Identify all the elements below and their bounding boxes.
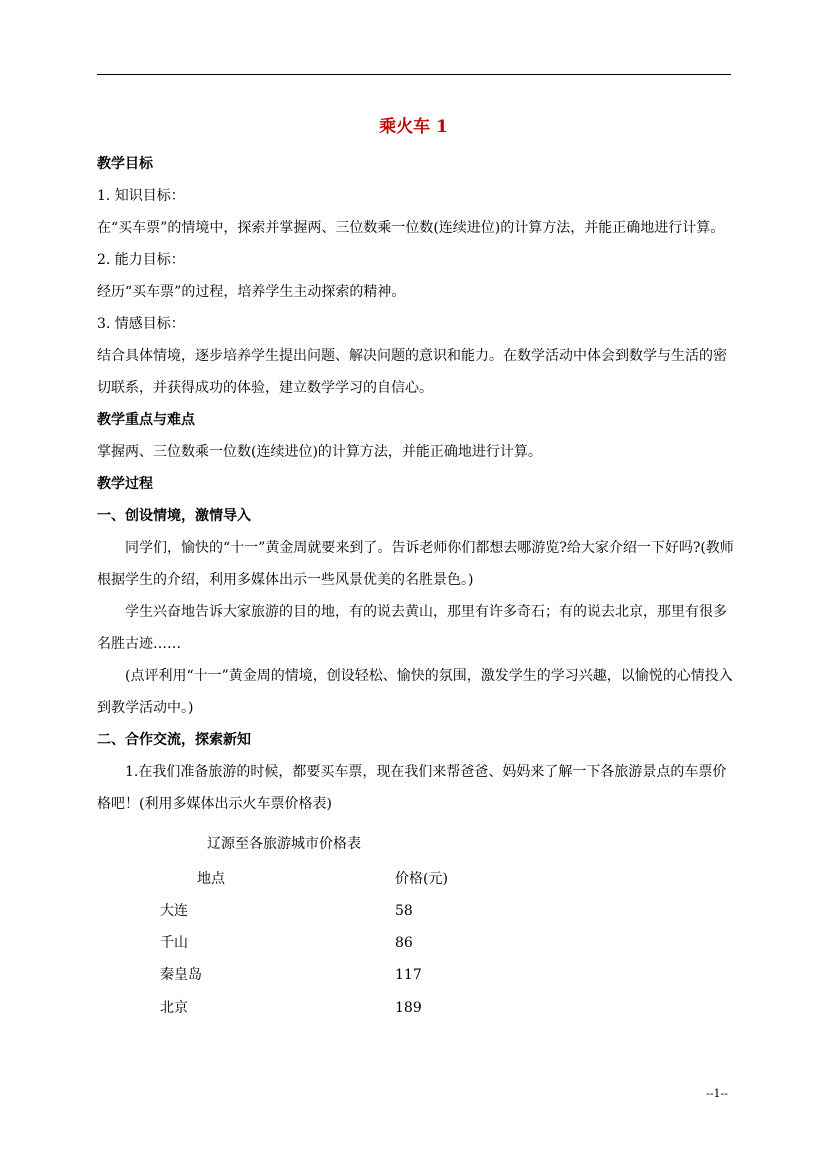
table-header-price: 价格(元): [395, 871, 448, 887]
goal-1-text: 在“买车票”的情境中，探索并掌握两、三位数乘一位数(连续进位)的计算方法，并能正确地进行计算。: [97, 220, 725, 236]
header-rule: [97, 74, 731, 75]
goal-2-text: 经历“买车票”的过程，培养学生主动探索的精神。: [97, 284, 406, 300]
section-1-para-2: 学生兴奋地告诉大家旅游的目的地，有的说去黄山，那里有许多奇石；有的说去北京，那里有很多名胜古迹……: [97, 604, 727, 652]
price-table: [97, 820, 734, 1020]
table-cell-place: 大连: [160, 903, 188, 919]
table-cell-place: 秦皇岛: [160, 967, 202, 983]
table-cell-price: 189: [395, 1000, 422, 1016]
page-title: 乘火车 1: [379, 117, 448, 137]
section-2-para-1: 1.在我们准备旅游的时候，都要买车票，现在我们来帮爸爸、妈妈来了解一下各旅游景点的车票价格吧！(利用多媒体出示火车票价格表): [97, 764, 727, 812]
table-cell-place: 北京: [160, 1000, 188, 1016]
heading-process: 教学过程: [97, 476, 153, 492]
goal-2-label: 2. 能力目标：: [97, 252, 185, 268]
section-1-heading: 一、创设情境，激情导入: [97, 508, 251, 524]
goal-3-label: 3. 情感目标：: [97, 316, 185, 332]
section-2-heading: 二、合作交流，探索新知: [97, 732, 251, 748]
table-cell-price: 117: [395, 967, 422, 983]
goal-1-label: 1. 知识目标：: [97, 188, 185, 204]
goal-3-text: 结合具体情境，逐步培养学生提出问题、解决问题的意识和能力。在数学活动中体会到数学与生活的密切联系，并获得成功的体验，建立数学学习的自信心。: [97, 348, 727, 396]
table-cell-place: 千山: [160, 935, 188, 951]
section-1-comment: (点评利用“十一”黄金周的情境，创设轻松、愉快的氛围，激发学生的学习兴趣，以愉悦的心情投入到教学活动中。): [97, 668, 733, 716]
key-points-text: 掌握两、三位数乘一位数(连续进位)的计算方法，并能正确地进行计算。: [97, 444, 542, 460]
section-1-para-1: 同学们，愉快的“十一”黄金周就要来到了。告诉老师你们都想去哪游览?给大家介绍一下好吗?(教师根据学生的介绍，利用多媒体出示一些风景优美的名胜景色。): [97, 540, 734, 588]
table-caption: 辽源至各旅游城市价格表: [207, 836, 361, 852]
document-body: [97, 148, 734, 1020]
table-header-place: 地点: [197, 871, 225, 887]
heading-goals: 教学目标: [97, 156, 153, 172]
heading-key-points: 教学重点与难点: [97, 412, 195, 428]
page-number: --1--: [706, 1087, 728, 1100]
table-cell-price: 86: [395, 935, 413, 951]
table-cell-price: 58: [395, 903, 413, 919]
